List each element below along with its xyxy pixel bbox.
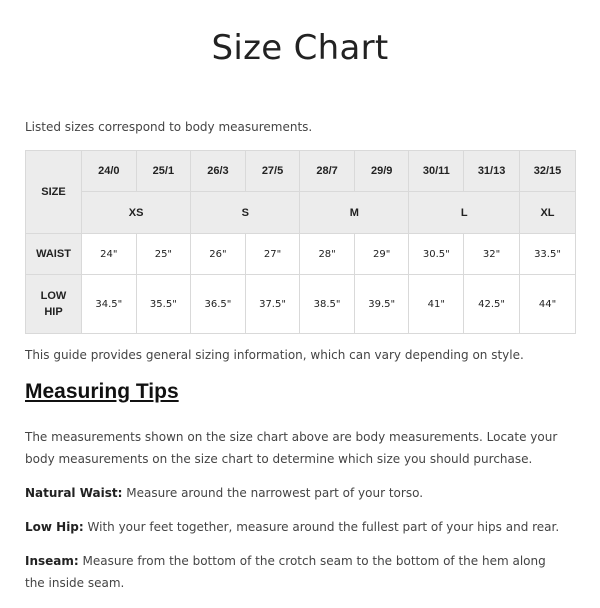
size-cell: 26/3	[191, 151, 246, 192]
size-cell: 25/1	[136, 151, 191, 192]
size-letter-row	[26, 192, 576, 234]
hip-value: 38.5"	[300, 275, 355, 334]
size-cell: 29/9	[354, 151, 409, 192]
hip-value: 37.5"	[245, 275, 300, 334]
hip-value: 34.5"	[82, 275, 137, 334]
hip-value: 41"	[409, 275, 464, 334]
low-hip-header-line1: LOW	[40, 290, 67, 302]
waist-value: 28"	[300, 234, 355, 275]
size-table	[25, 150, 576, 334]
hip-value: 36.5"	[191, 275, 246, 334]
tip-text: With your feet together, measure around the fullest part of your hips and rear.	[83, 520, 560, 534]
waist-value: 24"	[82, 234, 137, 275]
page-title: Size Chart	[211, 28, 389, 68]
tip-label: Inseam:	[25, 554, 79, 568]
waist-value: 30.5"	[409, 234, 464, 275]
letter-size-cell: XL	[520, 192, 576, 234]
hip-value: 39.5"	[354, 275, 409, 334]
low-hip-row	[26, 275, 576, 334]
waist-value: 32"	[464, 234, 520, 275]
letter-size-cell: S	[191, 192, 300, 234]
size-cell: 30/11	[409, 151, 464, 192]
tip-natural-waist	[25, 482, 560, 504]
tip-low-hip	[25, 516, 560, 538]
size-cell: 31/13	[464, 151, 520, 192]
tip-text: Measure around the narrowest part of your torso.	[122, 486, 424, 500]
size-cell: 27/5	[245, 151, 300, 192]
waist-row	[26, 234, 576, 275]
tip-text: Measure from the bottom of the crotch seam to the bottom of the hem along the inside seam.	[25, 554, 546, 590]
waist-value: 25"	[136, 234, 191, 275]
size-header: SIZE	[26, 151, 82, 234]
measuring-tips-heading: Measuring Tips	[25, 380, 179, 403]
size-cell: 28/7	[300, 151, 355, 192]
low-hip-header	[26, 275, 82, 334]
guide-note: This guide provides general sizing information, which can vary depending on style.	[25, 348, 524, 362]
letter-size-cell: L	[409, 192, 520, 234]
tip-inseam	[25, 550, 560, 594]
low-hip-header-line2: HIP	[44, 306, 63, 318]
hip-value: 44"	[520, 275, 576, 334]
waist-value: 29"	[354, 234, 409, 275]
waist-header: WAIST	[26, 234, 82, 275]
letter-size-cell: XS	[82, 192, 191, 234]
size-cell: 32/15	[520, 151, 576, 192]
waist-value: 27"	[245, 234, 300, 275]
size-number-row	[26, 151, 576, 192]
waist-value: 26"	[191, 234, 246, 275]
tip-label: Low Hip:	[25, 520, 84, 534]
hip-value: 42.5"	[464, 275, 520, 334]
hip-value: 35.5"	[136, 275, 191, 334]
tips-intro: The measurements shown on the size chart above are body measurements. Locate your body measurements on the size chart to determine which size you should purchase.	[25, 430, 558, 466]
tip-label: Natural Waist:	[25, 486, 123, 500]
letter-size-cell: M	[300, 192, 409, 234]
intro-text: Listed sizes correspond to body measurements.	[25, 120, 313, 134]
waist-value: 33.5"	[520, 234, 576, 275]
size-cell: 24/0	[82, 151, 137, 192]
